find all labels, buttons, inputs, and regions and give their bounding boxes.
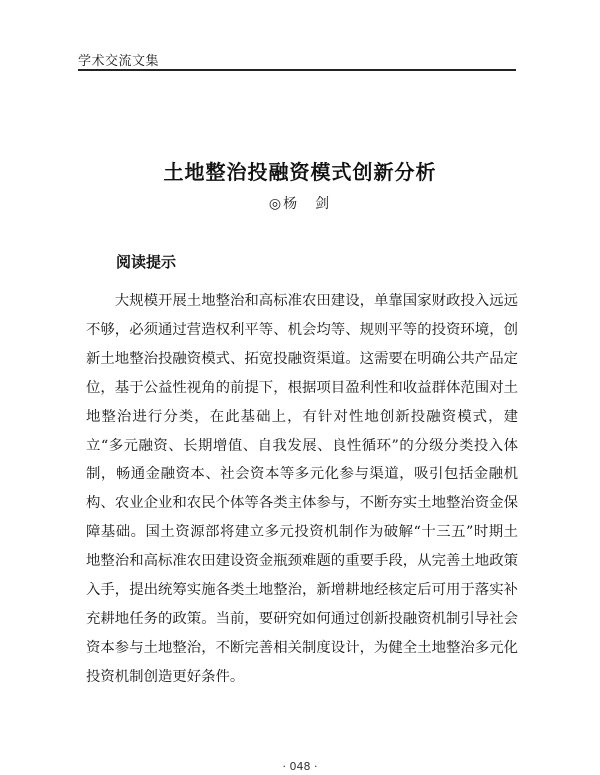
running-header: 学术交流文集 [78, 54, 160, 69]
header-divider [78, 69, 516, 71]
section-heading: 阅读提示 [116, 253, 177, 271]
page-number: · 048 · [282, 760, 318, 773]
article-title: 土地整治投融资模式创新分析 [163, 160, 437, 184]
body-paragraph: 大规模开展土地整治和高标准农田建设，单靠国家财政投入远远不够，必须通过营造权利平等、机会均等、规则平等的投资环境，创新土地整治投融资模式、拓宽投融资渠道。这需要在明确公共产品定位，基于公益性视角的前提下，根据项目盈利性和收益群体范围对土地整治进行分类，在此基础上，有针对性地创新投融资模式，建立“多元融资、长期增值、自我发展、良性循环”的分级分类投入体制，畅通金融资本、社会资本等多元化参与渠道，吸引包括金融机构、农业企业和农民个体等各类主体参与，不断夯实土地整治资金保障基础。国土资源部将建立多元投资机制作为破解“十三五”时期土地整治和高标准农田建设资金瓶颈难题的重要手段，从完善土地政策入手，提出统筹实施各类土地整治，新增耕地经核定后可用于落实补充耕地任务的政策。当前，要研究如何通过创新投融资机制引导社会资本参与土地整治，不断完善相关制度设计，为健全土地整治多元化投资机制创造更好条件。 [86, 293, 518, 685]
article-author: ◎杨 剑 [268, 196, 332, 212]
